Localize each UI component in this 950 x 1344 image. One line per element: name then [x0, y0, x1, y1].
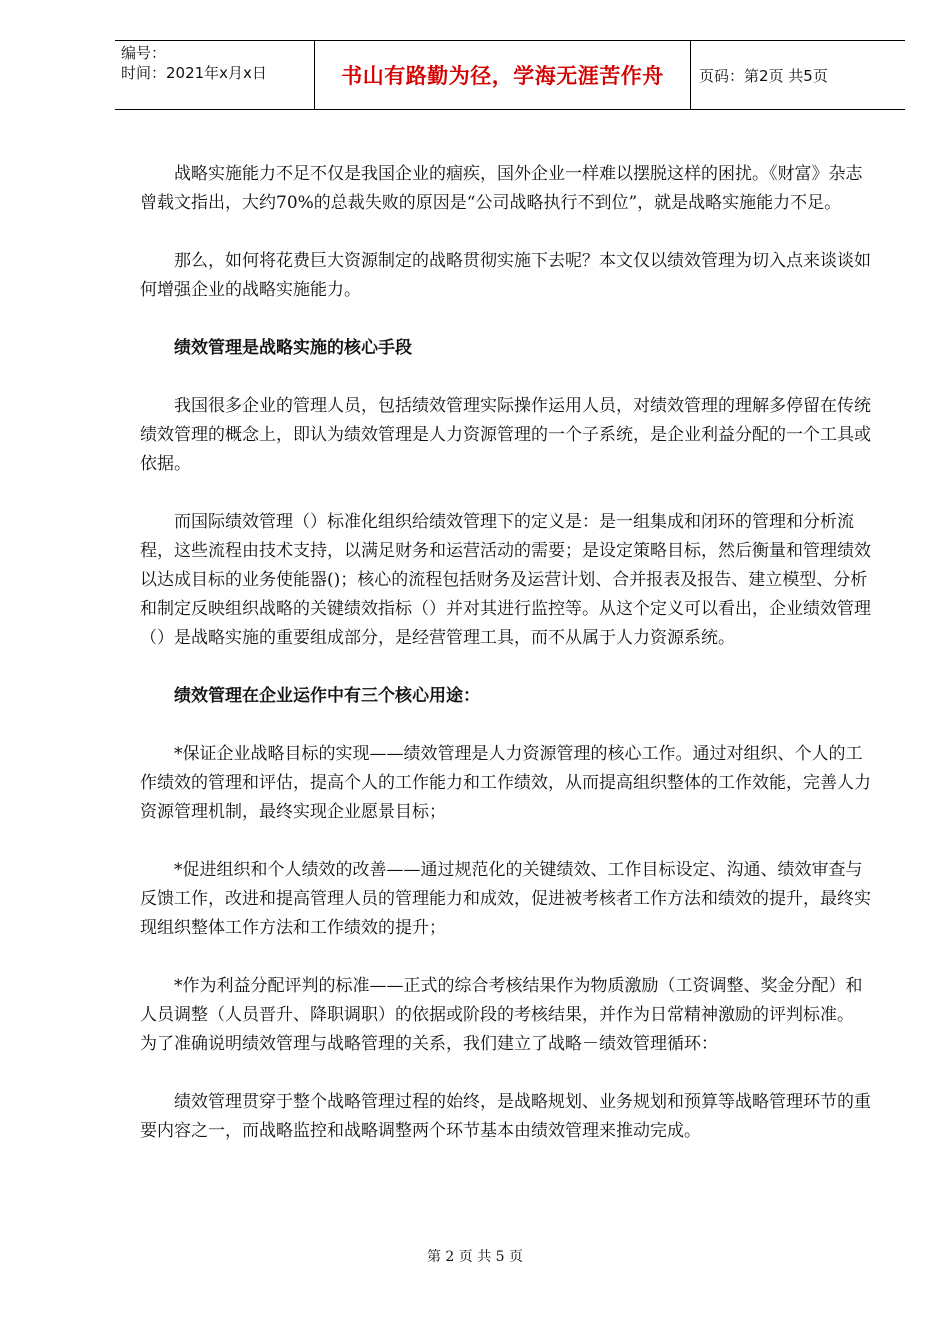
section-heading: 绩效管理在企业运作中有三个核心用途： — [174, 686, 480, 706]
paragraph: 战略实施能力不足不仅是我国企业的痼疾，国外企业一样难以摆脱这样的困扰。《财富》杂志曾载文指出，大约70%的总裁失败的原因是“公司战略执行不到位”，就是战略实施能力不足。 — [140, 164, 863, 213]
header-page-number: 页码：第2页 共5页 — [699, 66, 828, 85]
section-heading: 绩效管理是战略实施的核心手段 — [174, 338, 412, 358]
document-body — [140, 160, 875, 1146]
paragraph: 我国很多企业的管理人员，包括绩效管理实际操作运用人员，对绩效管理的理解多停留在传统绩效管理的概念上，即认为绩效管理是人力资源管理的一个子系统，是企业利益分配的一个工具或依据。 — [140, 396, 871, 474]
bullet-paragraph: *促进组织和个人绩效的改善——通过规范化的关键绩效、工作目标设定、沟通、绩效审查与反馈工作，改进和提高管理人员的管理能力和成效，促进被考核者工作方法和绩效的提升，最终实现组织整体工作方法和工作绩效的提升； — [140, 860, 871, 938]
header-meta — [115, 41, 315, 109]
paragraph: 为了准确说明绩效管理与战略管理的关系，我们建立了战略－绩效管理循环： — [140, 1034, 718, 1054]
page-footer: 第 2 页 共 5 页 — [426, 1249, 524, 1265]
header-number: 编号： — [121, 44, 167, 62]
bullet-paragraph: *作为利益分配评判的标准——正式的综合考核结果作为物质激励（工资调整、奖金分配）和人员调整（人员晋升、降职调职）的依据或阶段的考核结果，并作为日常精神激励的评判标准。 — [140, 976, 863, 1025]
document-header — [115, 40, 905, 110]
header-time: 时间：2021年x月x日 — [121, 64, 267, 82]
paragraph: 而国际绩效管理（）标准化组织给绩效管理下的定义是：是一组集成和闭环的管理和分析流程，这些流程由技术支持，以满足财务和运营活动的需要；是设定策略目标，然后衡量和管理绩效以达成目标的业务使能器()；核心的流程包括财务及运营计划、合并报表及报告、建立模型、分析和制定反映组织战略的关键绩效指标（）并对其进行监控等。从这个定义可以看出，企业绩效管理（）是战略实施的重要组成部分，是经营管理工具，而不从属于人力资源系统。 — [140, 512, 871, 648]
paragraph: 那么，如何将花费巨大资源制定的战略贯彻实施下去呢？本文仅以绩效管理为切入点来谈谈如何增强企业的战略实施能力。 — [140, 251, 871, 300]
header-motto: 书山有路勤为径，学海无涯苦作舟 — [315, 41, 691, 109]
paragraph: 绩效管理贯穿于整个战略管理过程的始终，是战略规划、业务规划和预算等战略管理环节的重要内容之一，而战略监控和战略调整两个环节基本由绩效管理来推动完成。 — [140, 1092, 871, 1141]
bullet-paragraph: *保证企业战略目标的实现——绩效管理是人力资源管理的核心工作。通过对组织、个人的工作绩效的管理和评估，提高个人的工作能力和工作绩效，从而提高组织整体的工作效能，完善人力资源管理机制，最终实现企业愿景目标； — [140, 744, 871, 822]
